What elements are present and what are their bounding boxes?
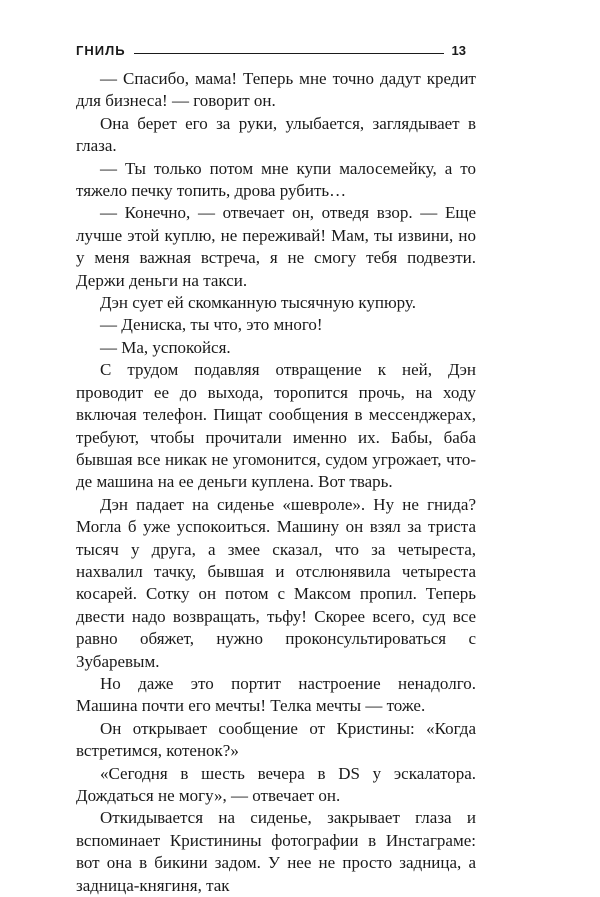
paragraph: — Ты только потом мне купи малосемейку, а то тяжело печку топить, дрова рубить… <box>76 158 476 201</box>
page-header <box>76 36 466 58</box>
paragraph: Дэн сует ей скомканную тысячную купюру. <box>100 293 416 313</box>
paragraph: «Сегодня в шесть вечера в DS у эскалатора. Дождаться не могу», — отвечает он. <box>76 763 476 805</box>
paragraph: Откидывается на сиденье, закрывает глаза и вспоминает Кристинины фотографии в Инстаграме: вот она в бикини задом. У нее не просто задница, а задница-княгиня, так <box>76 808 476 895</box>
paragraph: Она берет его за руки, улыбается, заглядывает в глаза. <box>76 113 476 156</box>
paragraph: Но даже это портит настроение ненадолго. Машина почти его мечты! Телка мечты — тоже. <box>76 673 476 716</box>
page-number: 13 <box>451 43 466 58</box>
paragraph: — Конечно, — отвечает он, отведя взор. — Еще лучше этой куплю, не переживай! Мам, ты извини, но у меня важная встреча, я не смогу тебя подвезти. Держи деньги на такси. <box>76 203 476 290</box>
paragraph: — Дениска, ты что, это много! <box>100 315 323 335</box>
running-title: ГНИЛЬ <box>76 43 126 58</box>
paragraph: Дэн падает на сиденье «шевроле». Ну не гнида? Могла б уже успокоиться. Машину он взял за триста тысяч у друга, а змее сказал, что за четыреста, нахвалил тачку, бывшая и отслюнявила четыреста косарей. Сотку он потом с Максом пропил. Теперь двести надо возвращать, тьфу! Скорее всего, суд все равно обяжет, нужно проконсультироваться с Зубаревым. <box>76 494 476 671</box>
paragraph: Он открывает сообщение от Кристины: «Когда встретимся, котенок?» <box>76 718 476 761</box>
paragraph: С трудом подавляя отвращение к ней, Дэн проводит ее до выхода, торопится прочь, на ходу включая телефон. Пищат сообщения в мессенджерах, требуют, чтобы прочитали именно их. Бабы, баба бывшая все никак не угомонится, судом угрожает, что-де машина на ее деньги куплена. Вот тварь. <box>76 360 476 492</box>
header-rule <box>134 53 444 54</box>
paragraph: — Спасибо, мама! Теперь мне точно дадут кредит для бизнеса! — говорит он. <box>76 69 476 111</box>
paragraph: — Ма, успокойся. <box>100 337 231 357</box>
body-text <box>76 68 476 897</box>
